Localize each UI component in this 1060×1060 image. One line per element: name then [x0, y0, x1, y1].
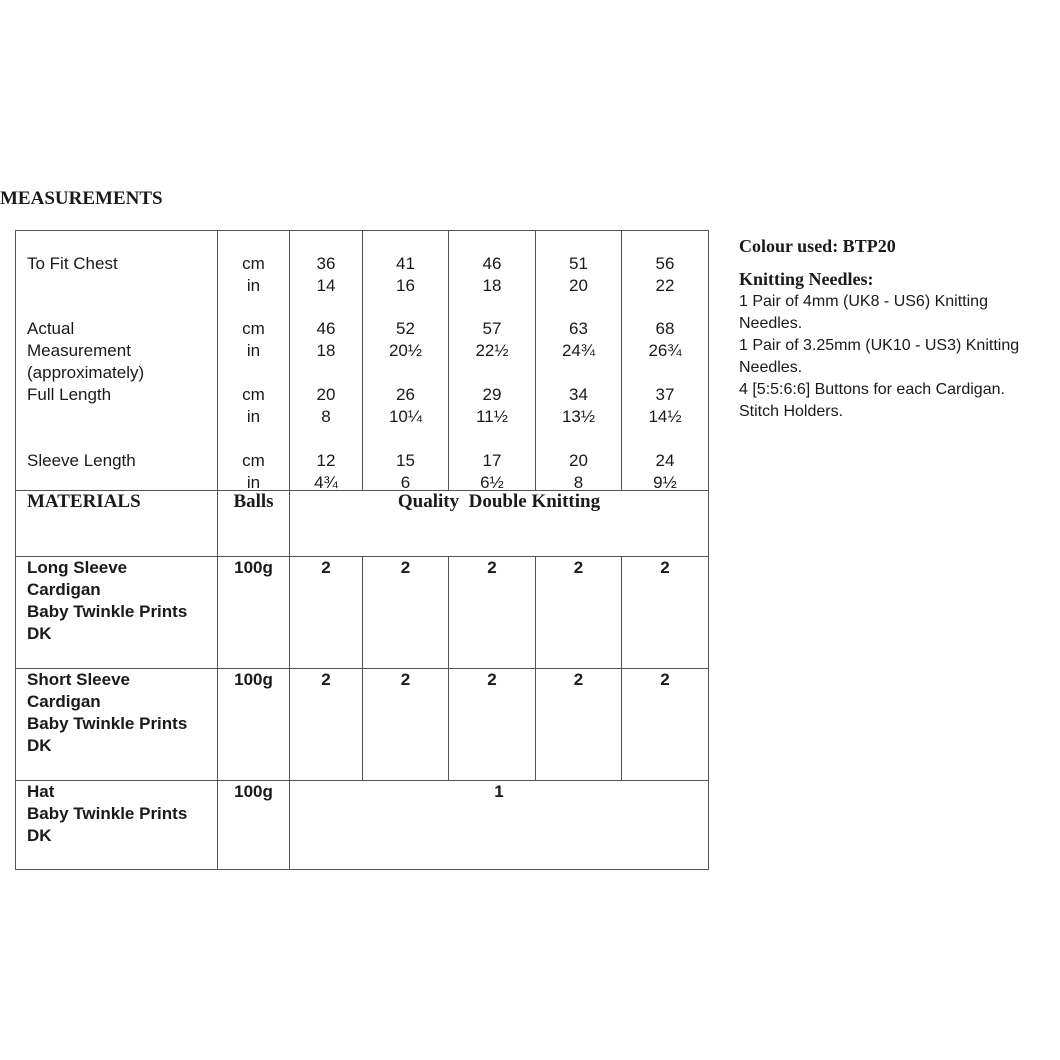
name-line: DK [27, 826, 52, 845]
measurement-value: 18 [482, 276, 502, 295]
needles-line: 1 Pair of 3.25mm (UK10 - US3) Knitting [739, 337, 1020, 354]
measurement-value: 22½ [475, 341, 509, 360]
unit-label: in [246, 276, 261, 295]
measurements-table [15, 230, 709, 870]
measurement-units [218, 231, 289, 490]
measurement-value: 26¾ [648, 341, 682, 360]
name-line: Cardigan [27, 692, 101, 711]
measurement-value: 41 [396, 254, 415, 273]
measurement-block [16, 231, 709, 491]
measurement-value: 6½ [480, 473, 504, 492]
unit-label: cm [242, 451, 265, 470]
materials-header-row [16, 491, 709, 557]
material-weight: 100g [218, 557, 290, 669]
measurement-value: 14½ [648, 407, 682, 426]
material-row [16, 669, 709, 781]
needles-line: Needles. [739, 315, 803, 332]
needles-line: 4 [5:5:6:6] Buttons for each Cardigan. [739, 381, 1005, 398]
needles-list [739, 291, 1059, 423]
measurement-value: 46 [316, 319, 336, 338]
quality-label: Quality Double Knitting [290, 491, 709, 557]
ball-count: 2 [363, 669, 449, 781]
measurement-value: 57 [482, 319, 502, 338]
size-column [363, 231, 448, 490]
measurement-value: 17 [482, 451, 502, 470]
measurement-value: 36 [316, 254, 336, 273]
measurement-value: 51 [569, 254, 588, 273]
measurement-value: 8 [573, 473, 584, 492]
measurement-label: To Fit Chest [27, 254, 118, 273]
measurement-value: 14 [316, 276, 336, 295]
measurement-value: 68 [655, 319, 675, 338]
name-line: Long Sleeve [27, 558, 128, 577]
material-weight: 100g [218, 669, 290, 781]
measurement-label: (approximately) [27, 363, 145, 382]
measurement-value: 8 [321, 407, 331, 426]
measurement-value: 22 [655, 276, 675, 295]
measurement-value: 34 [569, 385, 588, 404]
ball-count: 2 [449, 557, 536, 669]
measurement-value: 13½ [561, 407, 596, 426]
ball-count: 2 [536, 669, 622, 781]
unit-label: cm [242, 254, 265, 273]
size-column [449, 231, 535, 490]
measurement-value: 29 [482, 385, 502, 404]
measurement-value: 63 [569, 319, 588, 338]
measurement-value: 12 [316, 451, 336, 470]
colour-used: Colour used: BTP20 [739, 236, 896, 256]
ball-count: 2 [536, 557, 622, 669]
measurement-value: 52 [396, 319, 415, 338]
measurement-value: 46 [482, 254, 502, 273]
name-line: Baby Twinkle Prints [27, 602, 188, 621]
unit-label: in [246, 341, 261, 360]
ball-count: 2 [449, 669, 536, 781]
hat-row [16, 781, 709, 870]
name-line: Baby Twinkle Prints [27, 804, 188, 823]
measurement-label: Actual [27, 319, 75, 338]
measurement-value: 15 [396, 451, 415, 470]
size-column [536, 231, 621, 490]
measurement-value: 24 [655, 451, 675, 470]
needles-line: 1 Pair of 4mm (UK8 - US6) Knitting [739, 293, 988, 310]
size-column [622, 231, 708, 490]
name-line: Hat [27, 782, 55, 801]
size-column [290, 231, 362, 490]
measurement-value: 11½ [476, 407, 508, 426]
page-title: MEASUREMENTS [0, 188, 163, 209]
measurement-value: 18 [316, 341, 336, 360]
name-line: Cardigan [27, 580, 101, 599]
material-name [16, 669, 218, 781]
measurement-value: 37 [655, 385, 675, 404]
name-line: DK [27, 624, 52, 643]
measurement-value: 56 [655, 254, 675, 273]
measurement-value: 20 [316, 385, 336, 404]
ball-count: 2 [290, 669, 363, 781]
measurement-value: 6 [400, 473, 411, 492]
material-row [16, 557, 709, 669]
measurement-label: Full Length [27, 385, 112, 404]
measurement-label: Measurement [27, 341, 131, 360]
measurement-value: 9½ [653, 473, 677, 492]
needles-line: Stitch Holders. [739, 403, 844, 420]
hat-name [16, 781, 218, 870]
ball-count: 2 [363, 557, 449, 669]
ball-count: 2 [622, 557, 709, 669]
unit-label: in [246, 407, 261, 426]
hat-weight: 100g [218, 781, 290, 870]
unit-label: in [246, 473, 261, 492]
measurement-value: 20½ [388, 341, 423, 360]
hat-count: 1 [290, 781, 709, 870]
measurement-label: Sleeve Length [27, 451, 136, 470]
ball-count: 2 [290, 557, 363, 669]
measurement-value: 26 [396, 385, 415, 404]
measurement-value: 20 [569, 451, 588, 470]
material-name [16, 557, 218, 669]
balls-label: Balls [218, 491, 290, 557]
materials-label: MATERIALS [16, 491, 218, 557]
name-line: Short Sleeve [27, 670, 130, 689]
unit-label: cm [242, 319, 265, 338]
needles-line: Needles. [739, 359, 803, 376]
name-line: DK [27, 736, 52, 755]
measurement-value: 10¼ [388, 407, 423, 426]
measurement-labels [16, 231, 217, 490]
needles-heading: Knitting Needles: [739, 269, 874, 289]
measurement-value: 20 [569, 276, 588, 295]
unit-label: cm [242, 385, 265, 404]
side-notes [739, 234, 1059, 423]
measurement-value: 4¾ [314, 473, 338, 492]
measurement-value: 24¾ [561, 341, 596, 360]
name-line: Baby Twinkle Prints [27, 714, 188, 733]
measurement-value: 16 [396, 276, 415, 295]
ball-count: 2 [622, 669, 709, 781]
